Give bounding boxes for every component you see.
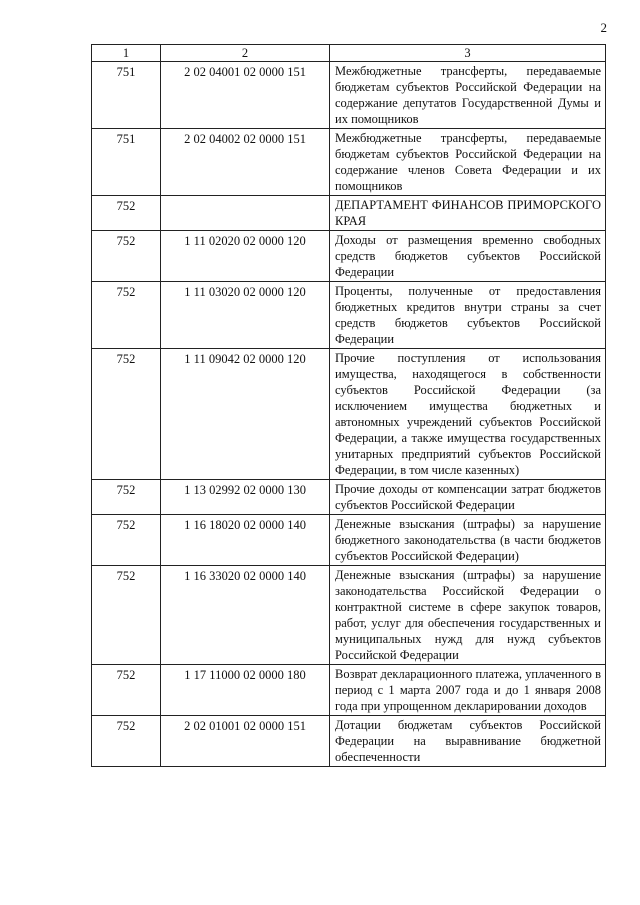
header-row bbox=[92, 45, 606, 62]
revenue-name-cell: Возврат декларационного платежа, уплаченного в период с 1 марта 2007 года и до 1 января 2008 года при упрощенном декларировании доходов bbox=[330, 665, 606, 716]
revenue-code-cell: 1 11 09042 02 0000 120 bbox=[161, 349, 330, 480]
table-row bbox=[92, 515, 606, 566]
table-row bbox=[92, 480, 606, 515]
admin-code-cell: 752 bbox=[92, 282, 161, 349]
admin-code-cell: 752 bbox=[92, 716, 161, 767]
revenue-code-cell: 2 02 01001 02 0000 151 bbox=[161, 716, 330, 767]
revenue-code-cell: 2 02 04001 02 0000 151 bbox=[161, 62, 330, 129]
table-row bbox=[92, 665, 606, 716]
revenue-code-cell bbox=[161, 196, 330, 231]
revenue-name-cell: Проценты, полученные от предоставления бюджетных кредитов внутри страны за счет средств бюджетов субъектов Российской Федерации bbox=[330, 282, 606, 349]
revenue-name-cell: Прочие поступления от использования имущества, находящегося в собственности субъектов Российской Федерации (за исключением имущества бюджетных и автономных учреждений субъектов Российской Федерации, а также имущества государственных унитарных предприятий субъектов Российской Федерации, в том числе казенных) bbox=[330, 349, 606, 480]
revenue-code-cell: 1 11 02020 02 0000 120 bbox=[161, 231, 330, 282]
column-header-3: 3 bbox=[330, 45, 606, 62]
revenue-name-cell: Межбюджетные трансферты, передаваемые бюджетам субъектов Российской Федерации на содержание членов Совета Федерации и их помощников bbox=[330, 129, 606, 196]
column-header-1: 1 bbox=[92, 45, 161, 62]
revenue-code-cell: 1 16 33020 02 0000 140 bbox=[161, 566, 330, 665]
admin-code-cell: 751 bbox=[92, 62, 161, 129]
table-row bbox=[92, 349, 606, 480]
department-name-cell: ДЕПАРТАМЕНТ ФИНАНСОВ ПРИМОРСКОГО КРАЯ bbox=[330, 196, 606, 231]
revenue-code-cell: 1 17 11000 02 0000 180 bbox=[161, 665, 330, 716]
table-row bbox=[92, 196, 606, 231]
revenue-code-cell: 1 13 02992 02 0000 130 bbox=[161, 480, 330, 515]
table-row bbox=[92, 62, 606, 129]
revenue-codes-table bbox=[91, 44, 606, 767]
page-number: 2 bbox=[600, 20, 607, 35]
table-row bbox=[92, 129, 606, 196]
admin-code-cell: 752 bbox=[92, 231, 161, 282]
table-row bbox=[92, 566, 606, 665]
admin-code-cell: 752 bbox=[92, 665, 161, 716]
table-row bbox=[92, 231, 606, 282]
revenue-code-cell: 1 11 03020 02 0000 120 bbox=[161, 282, 330, 349]
revenue-name-cell: Прочие доходы от компенсации затрат бюджетов субъектов Российской Федерации bbox=[330, 480, 606, 515]
admin-code-cell: 752 bbox=[92, 196, 161, 231]
revenue-code-cell: 2 02 04002 02 0000 151 bbox=[161, 129, 330, 196]
admin-code-cell: 752 bbox=[92, 515, 161, 566]
admin-code-cell: 751 bbox=[92, 129, 161, 196]
revenue-name-cell: Доходы от размещения временно свободных средств бюджетов субъектов Российской Федерации bbox=[330, 231, 606, 282]
revenue-code-cell: 1 16 18020 02 0000 140 bbox=[161, 515, 330, 566]
table-row bbox=[92, 282, 606, 349]
revenue-name-cell: Денежные взыскания (штрафы) за нарушение бюджетного законодательства (в части бюджетов субъектов Российской Федерации) bbox=[330, 515, 606, 566]
admin-code-cell: 752 bbox=[92, 566, 161, 665]
revenue-name-cell: Межбюджетные трансферты, передаваемые бюджетам субъектов Российской Федерации на содержание депутатов Государственной Думы и их помощников bbox=[330, 62, 606, 129]
column-header-2: 2 bbox=[161, 45, 330, 62]
revenue-name-cell: Денежные взыскания (штрафы) за нарушение законодательства Российской Федерации о контрактной системе в сфере закупок товаров, работ, услуг для обеспечения государственных и муниципальных нужд для нужд субъектов Российской Федерации bbox=[330, 566, 606, 665]
admin-code-cell: 752 bbox=[92, 480, 161, 515]
table-row bbox=[92, 716, 606, 767]
revenue-name-cell: Дотации бюджетам субъектов Российской Федерации на выравнивание бюджетной обеспеченности bbox=[330, 716, 606, 767]
admin-code-cell: 752 bbox=[92, 349, 161, 480]
